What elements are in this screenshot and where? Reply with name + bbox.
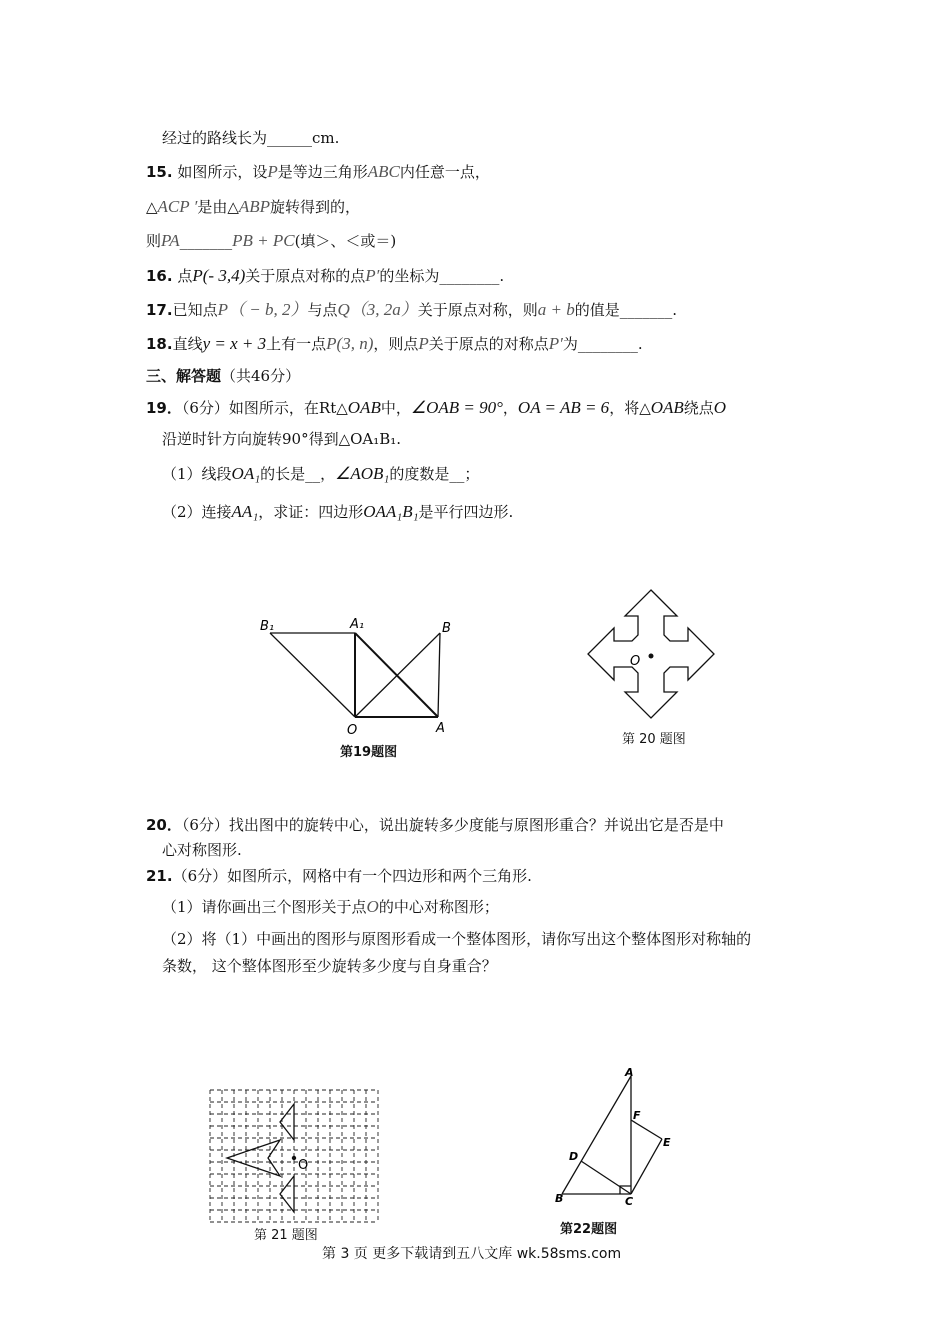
- section-3-heading: 三、解答题（共46分）: [146, 367, 301, 385]
- label-b: B: [555, 1192, 564, 1205]
- label-e: E: [663, 1136, 671, 1149]
- figure-21-caption: 第 21 题图: [254, 1228, 318, 1243]
- question-21-part2-line2: 条数， 这个整体图形至少旋转多少度与自身重合？: [162, 957, 497, 975]
- label-o: O: [347, 723, 358, 738]
- center-dot: [292, 1156, 296, 1160]
- figure-22-caption: 第22题图: [560, 1222, 618, 1237]
- question-19-line1: 19．（6分）如图所示，在Rt△OAB中，∠OAB = 90°，OA = AB = 6，将△OAB绕点O: [146, 398, 727, 417]
- figure-19-caption: 第19题图: [340, 745, 398, 760]
- label-b: B: [442, 621, 451, 636]
- q14-continuation: 经过的路线长为______cm.: [162, 129, 340, 147]
- question-20-line2: 心对称图形.: [162, 841, 242, 859]
- label-a: A: [436, 721, 445, 736]
- question-15-line2: △ACP ′是由△ABP旋转得到的，: [146, 197, 361, 216]
- segment-b1-o: [270, 633, 355, 717]
- figure-20-caption: 第 20 题图: [622, 732, 686, 747]
- quadrilateral: [227, 1140, 280, 1176]
- question-18: 18.直线y = x + 3上有一点P(3, n)，则点P关于原点的对称点P′为________.: [146, 334, 643, 353]
- figure-21: [208, 1088, 380, 1226]
- figure-20: [580, 586, 722, 726]
- question-15-line1: 15. 如图所示，设P是等边三角形ABC内任意一点，: [146, 162, 490, 181]
- figure-22: [550, 1064, 680, 1214]
- question-15-line3: 则PA_______PB + PC(填＞、＜或＝): [146, 231, 397, 250]
- segment-f-e: [631, 1120, 662, 1139]
- label-o: O: [630, 654, 641, 669]
- page-footer: 第 3 页 更多下载请到五八文库 wk.58sms.com: [322, 1246, 622, 1262]
- question-21-part2-line1: （2）将（1）中画出的图形与原图形看成一个整体图形，请你写出这个整体图形对称轴的: [162, 930, 752, 948]
- question-21-part1: （1）请你画出三个图形关于点O的中心对称图形；: [162, 897, 499, 916]
- label-f: F: [633, 1109, 641, 1122]
- question-19-part1: （1）线段OA₁的长是__，∠AOB₁的度数是__；: [162, 464, 480, 483]
- segment-a-b: [562, 1076, 631, 1194]
- label-a: A: [625, 1066, 634, 1079]
- label-c: C: [625, 1195, 634, 1208]
- question-19-part2: （2）连接AA₁，求证：四边形OAA₁B₁是平行四边形.: [162, 502, 514, 521]
- question-19-line2: 沿逆时针方向旋转90°得到△OA₁B₁.: [162, 430, 402, 448]
- segment-d-c: [581, 1161, 631, 1194]
- label-a1: A₁: [350, 617, 365, 632]
- question-17: 17.已知点P（ − b, 2）与点Q（3, 2a）关于原点对称，则a + b的值是_______.: [146, 300, 678, 319]
- label-d: D: [569, 1150, 579, 1163]
- label-o: O: [298, 1158, 309, 1173]
- label-b1: B₁: [260, 619, 275, 634]
- segment-b-a: [438, 633, 440, 717]
- question-21-line1: 21.（6分）如图所示，网格中有一个四边形和两个三角形.: [146, 867, 532, 885]
- question-16: 16. 点P(- 3,4)关于原点对称的点P′的坐标为________.: [146, 266, 505, 285]
- segment-e-c: [631, 1139, 662, 1194]
- figure-19: [250, 612, 470, 762]
- rotation-center-dot: [649, 654, 654, 659]
- question-20-line1: 20．（6分）找出图中的旋转中心，说出旋转多少度能与原图形重合？并说出它是否是中: [146, 816, 724, 834]
